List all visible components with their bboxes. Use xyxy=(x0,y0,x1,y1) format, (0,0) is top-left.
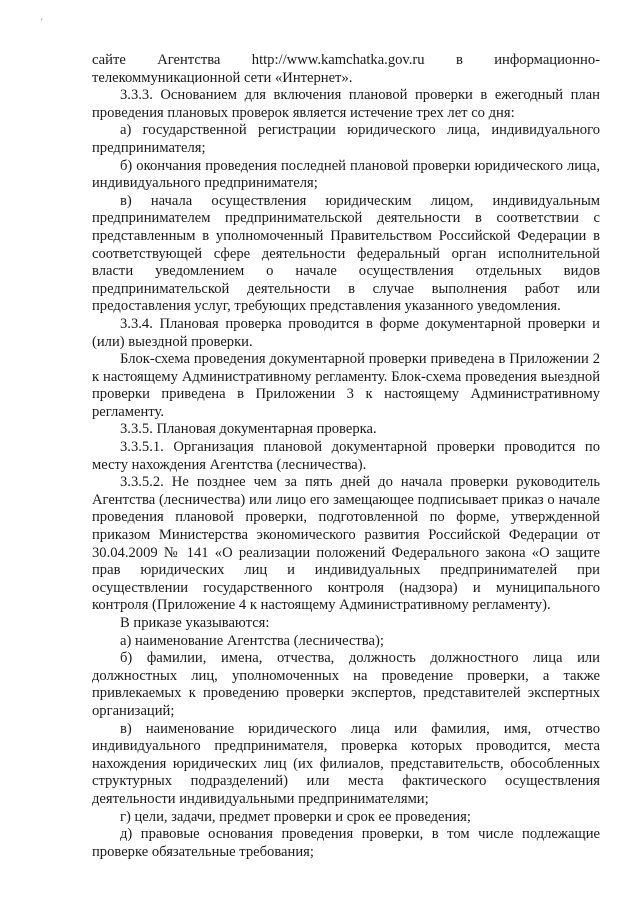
paragraph-3-3-3-v: в) начала осуществления юридическим лицом, индивидуальным предпринимателем предпринимательской деятельности в соответствии с представленным в уполномоченный Правительством Российской Федерации в соответствующей сфере деятельности федеральный орган исполнительной власти уведомлением о начале осуществления отдельных видов предпринимательской деятельности в случае выполнения работ или предоставления услуг, требующих представления указанного уведомления. xyxy=(92,192,600,315)
paragraph-order-a: а) наименование Агентства (лесничества); xyxy=(120,632,384,649)
paragraph-block-schemes: Блок-схема проведения документарной проверки приведена в Приложении 2 к настоящему Административному регламенту. Блок-схема проведения выездной проверки приведена в Приложении 3 к настоящему Административному регламенту. xyxy=(92,351,600,420)
paragraph-3-3-4: 3.3.4. Плановая проверка проводится в форме документарной проверки и (или) выездной проверки. xyxy=(92,315,600,350)
site-word-1: сайте xyxy=(92,52,126,68)
site-word-2: Агентства xyxy=(157,52,221,68)
paragraph-order-contents: В приказе указываются: xyxy=(120,615,270,631)
paragraph-order-d: д) правовые основания проведения проверки, в том числе подлежащие проверке обязательные требования; xyxy=(92,826,600,860)
site-word-4: информационно- xyxy=(494,52,600,68)
paragraph-3-3-3: 3.3.3. Основанием для включения плановой проверки в ежегодный план проведения плановых проверок является истечение трех лет со дня: xyxy=(92,87,600,121)
regulation-text xyxy=(92,52,600,861)
scan-mark: ' xyxy=(41,17,43,27)
paragraph-order-b: б) фамилии, имена, отчества, должность должностного лица или должностных лиц, уполномоченных на проведение проверки, а также привлекаемых к проведению проверки экспертов, представителей экспертных организаций; xyxy=(92,650,600,719)
paragraph-order-g: г) цели, задачи, предмет проверки и срок ее проведения; xyxy=(120,808,471,825)
site-word-3: в xyxy=(455,52,463,68)
paragraph-order-v: в) наименование юридического лица или фамилия, имя, отчество индивидуального предпринимателя, проверка которых проводится, места нахождения юридических лиц (их филиалов, представительств, обособленных структурных подразделений) или места фактического осуществления деятельности индивидуальными предпринимателями; xyxy=(92,720,600,807)
paragraph-3-3-5: 3.3.5. Плановая документарная проверка. xyxy=(120,421,377,438)
paragraph-network: телекоммуникационной сети «Интернет». xyxy=(92,69,353,86)
site-url: http://www.kamchatka.gov.ru xyxy=(251,52,425,68)
paragraph-3-3-5-2: 3.3.5.2. Не позднее чем за пять дней до начала проверки руководитель Агентства (лесничества) или лицо его замещающее подписывает приказ о начале проведения плановой проверки, подготовленной по форме, утвержденной приказом Министерства экономического развития Российской Федерации от 30.04.2009 № 141 «О реализации положений Федерального закона «О защите прав юридических лиц и индивидуальных предпринимателей при осуществлении государственного контроля (надзора) и муниципального контроля (Приложение 4 к настоящему Административному регламенту). xyxy=(92,474,600,614)
site-line xyxy=(92,52,600,70)
paragraph-3-3-5-1: 3.3.5.1. Организация плановой документарной проверки проводится по месту нахождения Агентства (лесничества). xyxy=(92,439,600,473)
paragraph-3-3-3-b: б) окончания проведения последней плановой проверки юридического лица, индивидуального предпринимателя; xyxy=(92,157,600,192)
paragraph-3-3-3-a: а) государственной регистрации юридического лица, индивидуального предпринимателя; xyxy=(92,122,600,156)
